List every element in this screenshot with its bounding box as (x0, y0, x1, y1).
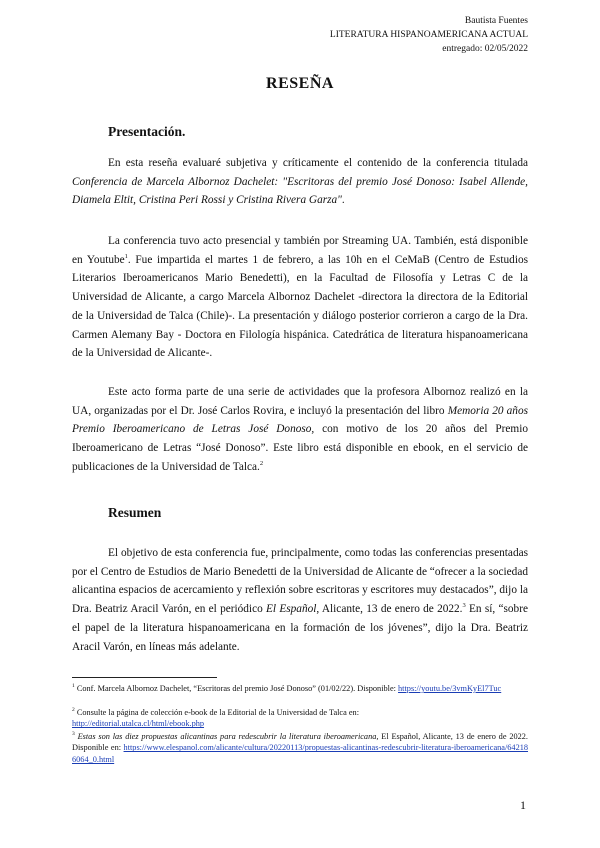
footnote-1: $^1$ Conf. Marcela Albornoz Dachelet, “Escritoras del premio José Donoso” (01/02/22). Disponible: https://youtu.be/3vmKyEl7Tuc (72, 683, 502, 693)
paragraph-intro: En esta reseña evaluaré subjetiva y críticamente el contenido de la conferencia titulada Conferencia de Marcela Albornoz Dachelet: "Escritoras del premio José Donoso: Isabel Allende, Diamela Eltit, Cristina Peri Rossi y Cristina Rivera Garza". (72, 157, 528, 207)
footnote-2: $^2$ Consulte la página de colección e-book de la Editorial de la Universidad de Talca en: http://editorial.utalca.cl/html/ebook.php (72, 707, 360, 729)
footnote-ref-3[interactable]: 3 (462, 602, 466, 610)
footnote-2-link[interactable]: http://editorial.utalca.cl/html/ebook.php (72, 719, 205, 729)
page-number: 1 (520, 798, 526, 812)
footnote-3: $^3$ Estas son las diez propuestas alicantinas para redescubrir la literatura iberoamericana, El Español, Alicante, 13 de enero de 2022. Disponible en: https://www.elespanol.com/alicante/cultura/20220113/propuestas-alicantinas-redescubrir-literatura-iberoamericana/642186064_0.html (72, 731, 529, 764)
header-date: entregado: 02/05/2022 (442, 44, 528, 54)
page-header (330, 14, 528, 56)
header-author: Bautista Fuentes (464, 16, 528, 26)
footnote-ref-2[interactable]: 2 (259, 460, 264, 468)
page-title: RESEÑA (266, 75, 334, 92)
footnote-1-link[interactable]: https://youtu.be/3vmKyEl7Tuc (398, 684, 502, 693)
header-course: LITERATURA HISPANOAMERICANA ACTUAL (329, 30, 528, 40)
footnote-divider (72, 677, 217, 678)
section-heading-presentacion: Presentación. (108, 124, 186, 139)
section-heading-resumen: Resumen (108, 505, 162, 520)
paragraph-series: Este acto forma parte de una serie de actividades que la profesora Albornoz realizó en la UA, organizadas por el Dr. José Carlos Rovira, e incluyó la presentación del libro Memoria 20 años Premio Iberoamericano de Letras José Donoso, con motivo de los 20 años del Premio Iberoamericano de Letras “José Donoso”. Este libro está disponible en ebook, en el servicio de publicaciones de la Universidad de Talca.$^2$ (72, 386, 528, 473)
footnote-3-link[interactable]: https://www.elespanol.com/alicante/cultura/20220113/propuestas-alicantinas-redescubrir-literatura-iberoamericana/642186064_0.html (72, 743, 529, 764)
footnote-ref-1[interactable]: 1 (124, 252, 128, 260)
paragraph-summary: El objetivo de esta conferencia fue, principalmente, como todas las conferencias presentadas por el Centro de Estudios de Mario Benedetti de la Universidad de Alicante de “ofrecer a la sociedad alicantina espacios de acercamiento y reflexión sobre escritoras y escritores muy destacados”, dijo la Dra. Beatriz Aracil Varón, en el periódico El Español, Alicante, 13 de enero de 2022.$^3$ En sí, “sobre el papel de la literatura hispanoamericana en la formación de los jóvenes”, dijo la Dra. Beatriz Aracil Varón, en líneas más adelante. (72, 547, 528, 653)
paragraph-conference: La conferencia tuvo acto presencial y también por Streaming UA. También, está disponible en Youtube$^1$. Fue impartida el martes 1 de febrero, a las 10h en el CeMaB (Centro de Estudios Literarios Iberoamericanos Mario Benedetti), en la Facultad de Filosofía y Letras C de la Universidad de Alicante, a cargo Marcela Albornoz Dachelet -directora la directora de la Editorial de la Universidad de Talca (Chile)-. La presentación y diálogo posterior corrieron a cargo de la Dra. Carmen Alemany Bay - Doctora en Filología hispánica. Catedrática de literatura hispanoamericana de la Universidad de Alicante-. (72, 235, 528, 360)
